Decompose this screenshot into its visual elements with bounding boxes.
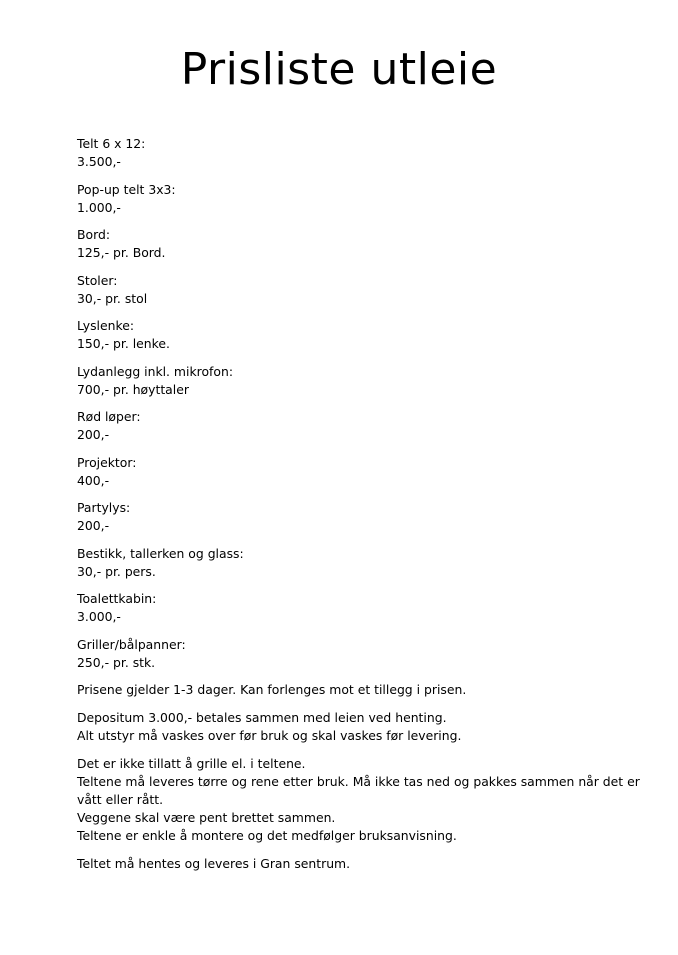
- item-price: 250,- pr. stk.: [77, 654, 156, 670]
- note-line: Det er ikke tillatt å grille el. i teltene.: [77, 756, 306, 771]
- item-name: Stoler:: [77, 272, 118, 288]
- note-line: Veggene skal være pent brettet sammen.: [77, 810, 336, 825]
- item-price: 150,- pr. lenke.: [77, 336, 170, 351]
- note-line: vått eller rått.: [77, 792, 164, 807]
- item-price: 30,- pr. stol: [77, 290, 148, 306]
- note-line: Prisene gjelder 1-3 dager. Kan forlenges mot et tillegg i prisen.: [77, 682, 467, 697]
- price-item: [77, 226, 657, 262]
- note-paragraph: [77, 681, 657, 699]
- item-list: [77, 135, 657, 672]
- note-line: Teltene er enkle å montere og det medfølger bruksanvisning.: [77, 828, 457, 843]
- item-name: Pop-up telt 3x3:: [77, 181, 176, 197]
- price-item: [77, 408, 657, 444]
- notes-section: [77, 681, 657, 873]
- note-line: Depositum 3.000,- betales sammen med leien ved henting.: [77, 710, 447, 725]
- price-item: [77, 181, 657, 217]
- price-item: [77, 545, 657, 581]
- item-name: Lyslenke:: [77, 318, 135, 333]
- note-paragraph: [77, 855, 657, 873]
- price-item: [77, 135, 657, 171]
- item-price: 200,-: [77, 427, 110, 442]
- price-item: [77, 499, 657, 535]
- item-name: Bestikk, tallerken og glass:: [77, 545, 244, 561]
- price-list: [77, 135, 657, 883]
- item-price: 1.000,-: [77, 199, 121, 215]
- item-name: Telt 6 x 12:: [77, 136, 146, 151]
- price-item: [77, 363, 657, 399]
- note-paragraph: [77, 755, 657, 845]
- item-name: Partylys:: [77, 500, 131, 515]
- item-price: 3.000,-: [77, 609, 121, 624]
- item-name: Griller/bålpanner:: [77, 636, 186, 652]
- price-item: [77, 272, 657, 308]
- item-price: 30,- pr. pers.: [77, 563, 156, 579]
- item-price: 200,-: [77, 518, 110, 533]
- price-item: [77, 454, 657, 490]
- price-item: [77, 636, 657, 672]
- item-name: Projektor:: [77, 454, 137, 470]
- price-item: [77, 590, 657, 626]
- price-item: [77, 317, 657, 353]
- page-title: Prisliste utleie: [180, 44, 498, 95]
- note-line: Teltene må leveres tørre og rene etter bruk. Må ikke tas ned og pakkes sammen når det er: [77, 774, 640, 789]
- item-name: Toalettkabin:: [77, 591, 157, 606]
- note-paragraph: [77, 709, 657, 745]
- item-name: Lydanlegg inkl. mikrofon:: [77, 363, 233, 379]
- note-line: Alt utstyr må vaskes over før bruk og skal vaskes før levering.: [77, 728, 462, 743]
- item-price: 400,-: [77, 472, 110, 488]
- item-price: 700,- pr. høyttaler: [77, 381, 189, 397]
- item-name: Rød løper:: [77, 409, 141, 424]
- note-line: Teltet må hentes og leveres i Gran sentrum.: [77, 856, 351, 871]
- item-price: 125,- pr. Bord.: [77, 245, 166, 260]
- item-name: Bord:: [77, 227, 110, 242]
- item-price: 3.500,-: [77, 154, 121, 169]
